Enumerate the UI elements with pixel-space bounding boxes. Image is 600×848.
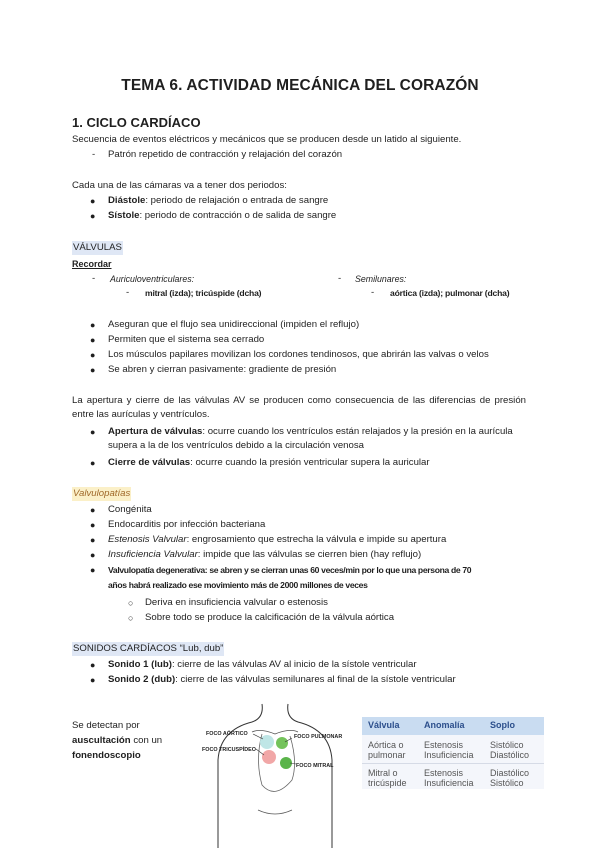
table-cell: Estenosis (424, 740, 464, 750)
dash-item: Patrón repetido de contracción y relajación del corazón (108, 149, 343, 160)
table-cell: Mitral o (368, 768, 398, 778)
bullet-marker: ● (90, 505, 96, 515)
detect-line-3: fonendoscopio (72, 750, 141, 761)
bullet-marker: ● (90, 320, 96, 330)
pulmonary-focus-dot (276, 737, 288, 749)
valve-bullet: Los músculos papilares movilizan los cordones tendinosos, que abrirán las valvas o velos (108, 349, 489, 360)
table-cell: Insuficiencia (424, 750, 474, 760)
table-cell: Estenosis (424, 768, 464, 778)
pulmonary-label: FOCO PULMONAR (294, 734, 343, 740)
av-detail: mitral (izda); tricúspide (dcha) (145, 288, 262, 298)
circle-marker: ○ (128, 613, 134, 623)
degenerative-line-1: Valvulopatía degenerativa: se abren y se cierran unas 60 veces/min por lo que una persona de 70 (108, 565, 472, 575)
dash-marker: - (126, 287, 130, 298)
insufficiency-item: Insuficiencia Valvular: impide que las válvulas se cierren bien (hay reflujo) (108, 549, 422, 560)
bullet-marker: ● (90, 211, 96, 221)
valvulopathy-item: Endocarditis por infección bacteriana (108, 519, 266, 530)
table-cell: tricúspide (368, 778, 407, 788)
closing-item: Cierre de válvulas: ocurre cuando la presión ventricular supera la auricular (108, 457, 430, 468)
bullet-marker: ● (90, 335, 96, 345)
bullet-marker: ● (90, 350, 96, 360)
dash-marker: - (92, 273, 96, 284)
period-item: Sístole: periodo de contracción o de salida de sangre (108, 210, 337, 221)
sl-label: Semilunares: (355, 274, 407, 284)
table-cell: Aórtica o (368, 740, 404, 750)
av-label: Auriculoventriculares: (110, 274, 195, 284)
bullet-marker: ● (90, 196, 96, 206)
table-cell: Insuficiencia (424, 778, 474, 788)
table-cell: Diastólico (490, 768, 530, 778)
intro-text: Secuencia de eventos eléctricos y mecánicos que se producen desde un latido al siguiente. (72, 134, 462, 145)
bullet-marker: ● (90, 565, 96, 575)
bullet-marker: ● (90, 535, 96, 545)
tricuspid-label: FOCO TRICUSPÍDEO (202, 747, 256, 753)
section-heading-valvulas: VÁLVULAS (73, 242, 122, 253)
section-heading-valvulopatias: Valvulopatías (73, 488, 131, 499)
bullet-marker: ● (90, 427, 96, 437)
page-title: TEMA 6. ACTIVIDAD MECÁNICA DEL CORAZÓN (121, 77, 479, 94)
valvulopathy-subitem: Deriva en insuficiencia valvular o estenosis (145, 597, 328, 608)
clavicle-line (252, 730, 298, 734)
table-cell: pulmonar (368, 750, 406, 760)
section-heading-sonidos: SONIDOS CARDÍACOS “Lub, dub” (73, 643, 224, 654)
periods-intro: Cada una de las cámaras va a tener dos periodos: (72, 180, 287, 191)
bullet-marker: ● (90, 675, 96, 685)
valve-bullet: Se abren y cierran pasivamente: gradiente de presión (108, 364, 337, 375)
mitral-label: FOCO MITRAL (296, 763, 334, 769)
aortic-label: FOCO AÓRTICO (206, 731, 248, 737)
bullet-marker: ● (90, 365, 96, 375)
sound-item: Sonido 2 (dub): cierre de las válvulas semilunares al final de la sístole ventricular (108, 674, 456, 685)
detect-line-2: auscultación con un (72, 735, 163, 746)
degenerative-line-2: años habrá realizado ese movimiento más de 2000 millones de veces (108, 580, 368, 590)
dash-marker: - (371, 287, 375, 298)
circle-marker: ○ (128, 598, 134, 608)
dash-marker: - (338, 273, 342, 284)
bullet-marker: ● (90, 520, 96, 530)
table-header-cell: Soplo (490, 720, 515, 730)
tricuspid-focus-dot (262, 750, 276, 764)
stenosis-item: Estenosis Valvular: engrosamiento que estrecha la válvula e impide su apertura (108, 534, 447, 545)
bullet-marker: ● (90, 550, 96, 560)
sl-detail: aórtica (izda); pulmonar (dcha) (390, 288, 510, 298)
bullet-marker: ● (90, 660, 96, 670)
table-header-cell: Válvula (368, 720, 400, 730)
valvulopathy-item: Congénita (108, 504, 152, 515)
av-paragraph: La apertura y cierre de las válvulas AV se producen como consecuencia de las diferencias de presión entre las aurículas y ventrículos. (72, 395, 526, 420)
valve-bullet: Aseguran que el flujo sea unidireccional (impiden el reflujo) (108, 319, 360, 330)
tricuspid-pointer (256, 749, 264, 755)
opening-item: Apertura de válvulas: ocurre cuando los ventrículos están relajados y la presión en la aurícula supera a la de los ventrículos debido a la circulación venosa (108, 426, 513, 451)
sound-item: Sonido 1 (lub): cierre de las válvulas AV al inicio de la sístole ventricular (108, 659, 417, 670)
dash-marker: - (92, 149, 96, 160)
auscultation-diagram (200, 700, 350, 848)
valvulopathy-subitem: Sobre todo se produce la calcificación de la válvula aórtica (145, 612, 395, 623)
detect-line-1: Se detectan por (72, 720, 140, 731)
recall-label: Recordar (72, 259, 112, 269)
torso-outline (218, 704, 332, 848)
bullet-marker: ● (90, 458, 96, 468)
period-item: Diástole: periodo de relajación o entrada de sangre (108, 195, 329, 206)
table-header-cell: Anomalía (424, 720, 465, 730)
rib-line (258, 810, 292, 814)
table-row-separator (362, 763, 544, 764)
valve-bullet: Permiten que el sistema sea cerrado (108, 334, 265, 345)
valve-murmur-table (362, 717, 544, 789)
table-cell: Diastólico (490, 750, 530, 760)
section-heading-ciclo: 1. CICLO CARDÍACO (72, 115, 201, 130)
table-cell: Sistólico (490, 740, 524, 750)
table-cell: Sistólico (490, 778, 524, 788)
aortic-focus-dot (260, 735, 274, 749)
